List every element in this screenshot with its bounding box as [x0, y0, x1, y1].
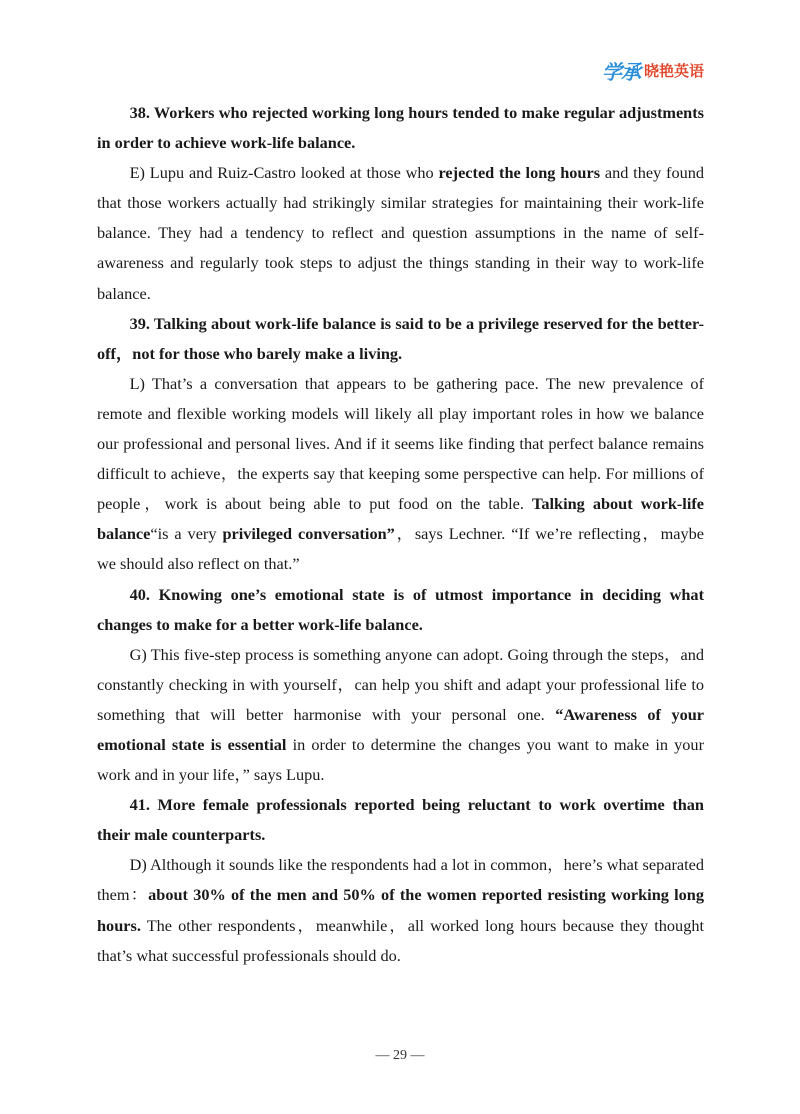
question-40: 40. Knowing one’s emotional state is of utmost importance in deciding what changes to make for a better work-life balance. [97, 584, 704, 634]
answer-41-highlight: about 30% of the men and 50% of the women reported resisting working long hours. [97, 885, 704, 935]
logo-text: 晓艳英语 [643, 62, 704, 80]
answer-38-highlight: rejected the long hours [438, 163, 601, 183]
answer-39-highlight-1: Talking about work-life balance [97, 494, 704, 544]
publisher-logo [602, 56, 704, 85]
answer-39: L) That’s a conversation that appears to be gathering pace. The new prevalence of remote and flexible working models will likely all play important roles in how we balance our professional and personal lives. And if it seems like finding that perfect balance remains difficult to achieve，the experts say that keeping some perspective can help. For millions of people，work is about being able to put food on the table. Talking about work-life balance“is a very privileged conversation”，says Lechner. “If we’re reflecting，maybe we should also reflect on that.” [97, 373, 705, 574]
question-41: 41. More female professionals reported being reluctant to work overtime than their male counterparts. [97, 795, 704, 845]
logo-mark: 学承 [601, 60, 640, 84]
answer-40: G) This five-step process is something anyone can adopt. Going through the steps，and constantly checking in with yourself，can help you shift and adapt your professional life to something that will better harmonise with your personal one. “Awareness of your emotional state is essential in order to determine the changes you want to make in your work and in your life，” says Lupu. [97, 644, 705, 785]
page-number: — 29 — [375, 1048, 425, 1063]
answer-40-highlight: “Awareness of your emotional state is essential [97, 704, 705, 754]
question-39: 39. Talking about work-life balance is said to be a privilege reserved for the better-off，not for those who barely make a living. [97, 313, 704, 363]
question-38: 38. Workers who rejected working long hours tended to make regular adjustments in order to achieve work-life balance. [97, 103, 704, 153]
answer-41: D) Although it sounds like the respondents had a lot in common，here’s what separated them：about 30% of the men and 50% of the women reported resisting working long hours. The other respondents，meanwhile，all worked long hours because they thought that’s what successful professionals should do. [97, 855, 704, 965]
answer-39-highlight-2: privileged conversation” [222, 524, 395, 544]
document-body [97, 98, 704, 971]
answer-38: E) Lupu and Ruiz-Castro looked at those who rejected the long hours and they found that those workers actually had strikingly similar strategies for maintaining their work-life balance. They had a tendency to reflect and question assumptions in the name of self-awareness and regularly took steps to adjust the things standing in their way to work-life balance. [97, 163, 705, 303]
